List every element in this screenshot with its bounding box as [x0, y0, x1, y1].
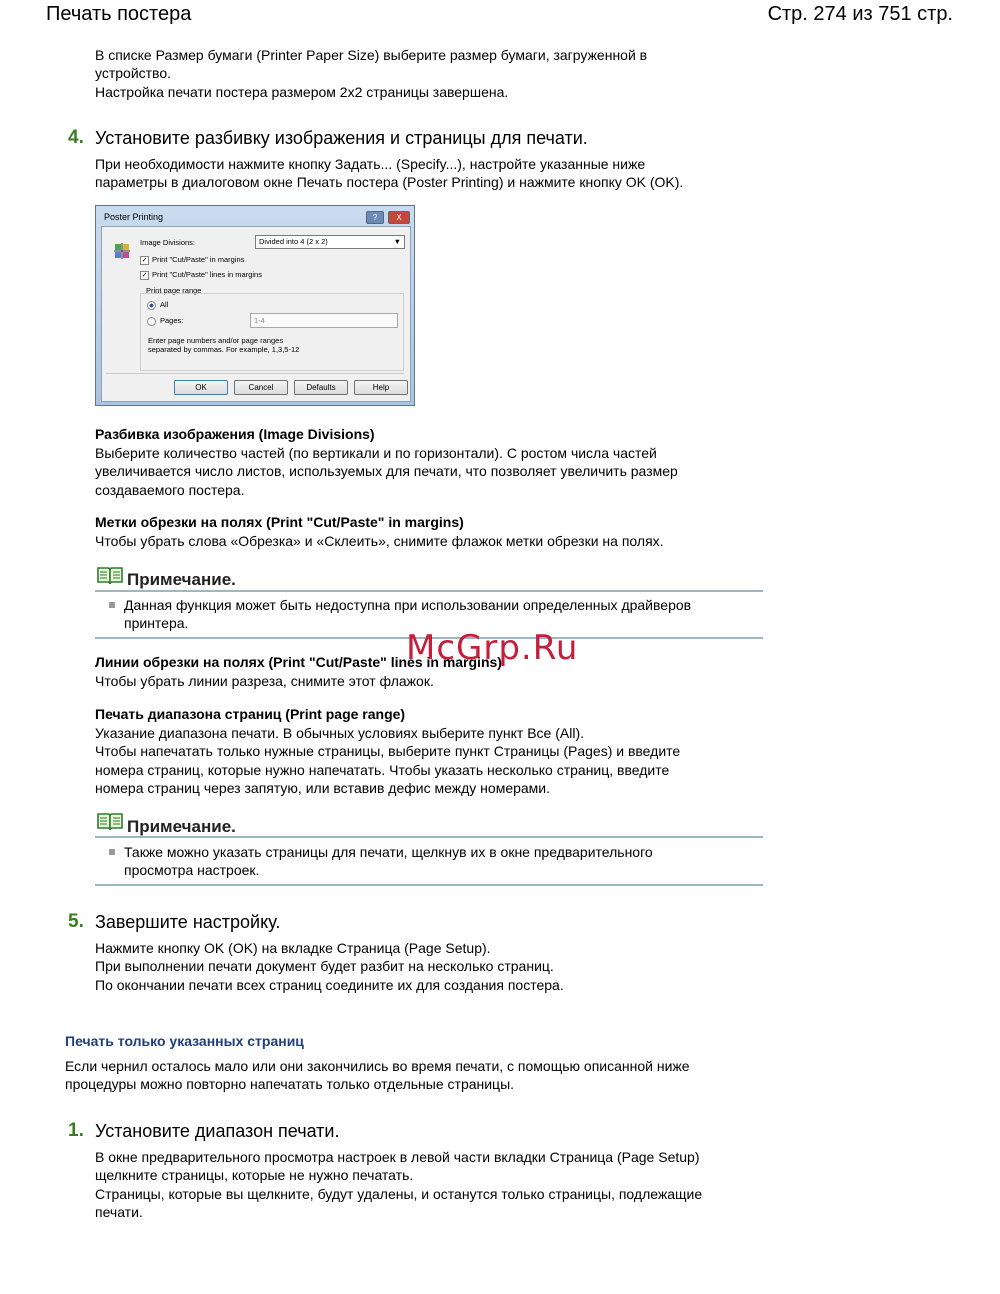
paragraph-line: номера страниц, которые нужно напечатать. Чтобы указать несколько страниц, введите: [95, 761, 670, 778]
lines-text: Чтобы убрать линии разреза, снимите этот флажок.: [95, 673, 434, 689]
paragraph-line: При выполнении печати документ будет разбит на несколько страниц.: [95, 958, 554, 975]
poster-icon: [114, 243, 130, 259]
step-number: 1.: [68, 1120, 84, 1141]
paragraph-line: По окончании печати всех страниц соедините их для создания постера.: [95, 976, 564, 993]
note-title: Примечание.: [127, 570, 236, 589]
section-heading: Печать только указанных страниц: [65, 1033, 304, 1049]
chevron-down-icon: ▼: [393, 237, 401, 246]
cut-paste-margins-checkbox[interactable]: ✓: [141, 257, 148, 264]
marks-heading: Метки обрезки на полях (Print "Cut/Paste" in margins): [95, 514, 464, 530]
paragraph-line: Выберите количество частей (по вертикали и по горизонтали). С ростом числа частей: [95, 445, 657, 461]
image-divisions-value: Divided into 4 (2 x 2): [259, 237, 328, 246]
cut-paste-lines-checkbox[interactable]: ✓: [141, 272, 148, 279]
help-title-icon[interactable]: ?: [366, 211, 384, 224]
step-title: Завершите настройку.: [95, 912, 281, 932]
lines-heading: Линии обрезки на полях (Print "Cut/Paste" lines in margins): [95, 654, 502, 670]
page-range-group-label: Print page range: [146, 286, 202, 295]
page-title: Печать постера: [46, 3, 192, 25]
paragraph-line: создаваемого постера.: [95, 481, 245, 498]
paragraph-line: Страницы, которые вы щелкните, будут удалены, и останутся только страницы, подлежащие: [95, 1185, 703, 1202]
cancel-button[interactable]: Cancel: [234, 380, 288, 395]
divisions-text: [95, 444, 678, 499]
paragraph-line: принтера.: [124, 615, 189, 632]
ok-button[interactable]: OK: [174, 380, 228, 395]
image-divisions-select[interactable]: [255, 235, 405, 249]
page-counter: Стр. 274 из 751 стр.: [767, 3, 953, 25]
paragraph-line: Нажмите кнопку OK (OK) на вкладке Страница (Page Setup).: [95, 940, 491, 956]
cut-paste-margins-label: Print "Cut/Paste" in margins: [152, 255, 245, 264]
step-description: [95, 155, 683, 192]
paragraph-line: Указание диапазона печати. В обычных условиях выберите пункт Все (All).: [95, 725, 585, 741]
paragraph-line: Также можно указать страницы для печати, щелкнув их в окне предварительного: [124, 844, 653, 860]
paragraph-line: увеличивается число листов, используемых для печати, что позволяет увеличить размер: [95, 463, 678, 480]
poster-printing-dialog: [95, 205, 415, 406]
dialog-title: Poster Printing: [104, 212, 164, 222]
step-description: [95, 939, 564, 994]
marks-text: Чтобы убрать слова «Обрезка» и «Склеить», снимите флажок метки обрезки на полях.: [95, 533, 664, 549]
paragraph-line: Чтобы напечатать только нужные страницы, выберите пункт Страницы (Pages) и введите: [95, 743, 681, 760]
book-icon: [96, 566, 124, 591]
hint-text: separated by commas. For example, 1,3,5-12: [148, 345, 300, 354]
paragraph-line: процедуры можно повторно напечатать только отдельные страницы.: [65, 1076, 515, 1093]
page-range-group: [140, 293, 404, 371]
paragraph-line: Если чернил осталось мало или они закончились во время печати, с помощью описанной ниже: [65, 1058, 690, 1074]
step-number: 5.: [68, 911, 84, 932]
note-divider: [95, 590, 763, 592]
bullet-icon: [109, 602, 115, 608]
hint-text: Enter page numbers and/or page ranges: [148, 336, 284, 345]
intro-line: В списке Размер бумаги (Printer Paper Size) выберите размер бумаги, загруженной в: [95, 47, 648, 63]
help-button[interactable]: Help: [354, 380, 408, 395]
divisions-heading: Разбивка изображения (Image Divisions): [95, 426, 375, 442]
paragraph-line: При необходимости нажмите кнопку Задать... (Specify...), настройте указанные ниже: [95, 156, 646, 172]
intro-text: [95, 46, 647, 101]
intro-line: Настройка печати постера размером 2x2 страницы завершена.: [95, 83, 509, 100]
note-divider: [95, 884, 763, 886]
watermark: McGrp.Ru: [406, 628, 579, 668]
image-divisions-label: Image Divisions:: [140, 238, 196, 247]
pages-label: Pages:: [160, 316, 184, 325]
section-text: [65, 1057, 690, 1094]
close-icon[interactable]: X: [388, 211, 410, 224]
all-label: All: [160, 300, 169, 309]
paragraph-line: щелкните страницы, которые не нужно печатать.: [95, 1167, 414, 1184]
all-radio[interactable]: [147, 301, 156, 310]
range-text: [95, 724, 680, 797]
paragraph-line: Данная функция может быть недоступна при использовании определенных драйверов: [124, 597, 692, 613]
dialog-body: [101, 226, 411, 402]
paragraph-line: печати.: [95, 1203, 143, 1220]
bullet-icon: [109, 849, 115, 855]
intro-line: устройство.: [95, 65, 172, 82]
divider: [106, 373, 404, 374]
step-title: Установите разбивку изображения и страницы для печати.: [95, 128, 588, 148]
step-number: 4.: [68, 127, 84, 148]
pages-input-value: 1-4: [254, 316, 265, 325]
step-description: [95, 1148, 702, 1221]
paragraph-line: номера страниц через запятую, или вставив дефис между номерами.: [95, 779, 551, 796]
note-divider: [95, 836, 763, 838]
paragraph-line: В окне предварительного просмотра настроек в левой части вкладки Страница (Page Setup): [95, 1149, 700, 1165]
book-icon: [96, 812, 124, 837]
paragraph-line: параметры в диалоговом окне Печать постера (Poster Printing) и нажмите кнопку OK (OK).: [95, 174, 684, 191]
range-heading: Печать диапазона страниц (Print page range): [95, 706, 406, 722]
step-title: Установите диапазон печати.: [95, 1121, 340, 1141]
defaults-button[interactable]: Defaults: [294, 380, 348, 395]
paragraph-line: просмотра настроек.: [124, 862, 260, 879]
cut-paste-lines-label: Print "Cut/Paste" lines in margins: [152, 270, 262, 279]
note-text: [124, 843, 653, 880]
pages-input[interactable]: [250, 313, 398, 328]
pages-radio[interactable]: [147, 317, 156, 326]
note-title: Примечание.: [127, 817, 236, 836]
